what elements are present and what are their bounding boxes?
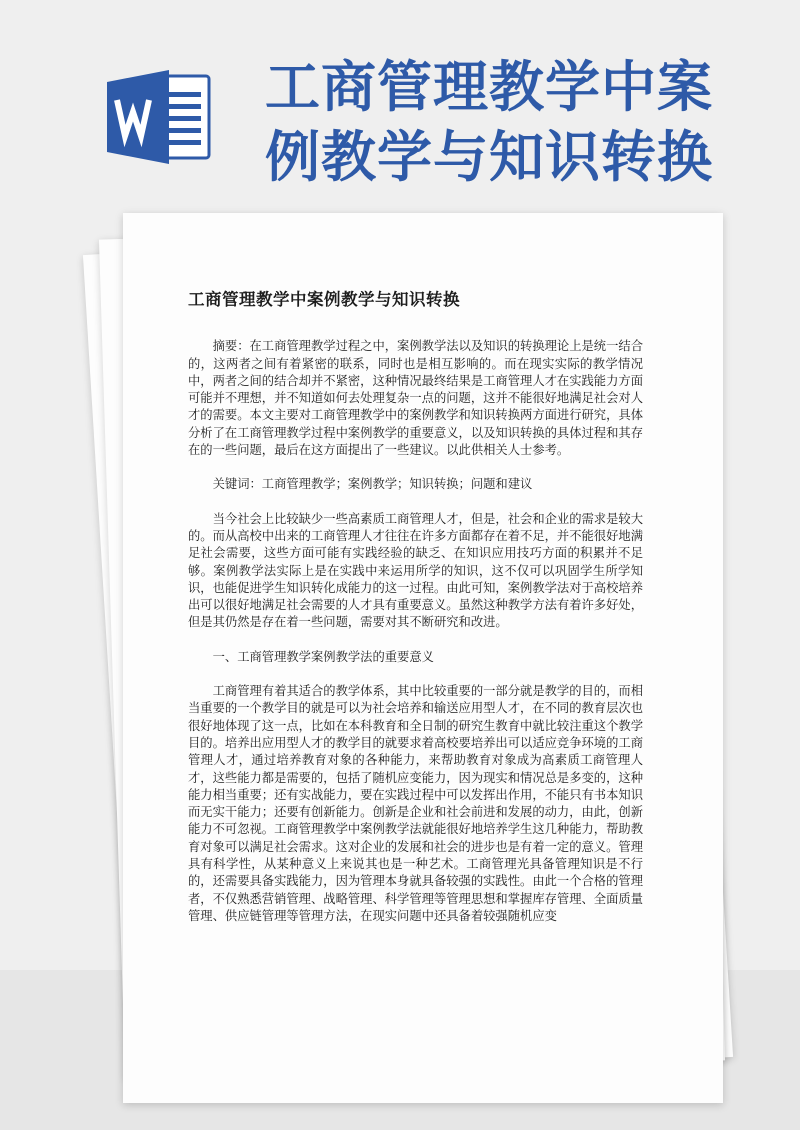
word-document-icon [107, 68, 213, 166]
document-body [188, 213, 643, 942]
keywords-paragraph: 关键词：工商管理教学；案例教学；知识转换；问题和建议 [212, 477, 533, 492]
intro-paragraph: 当今社会上比较缺少一些高素质工商管理人才，但是，社会和企业的需求是较大的。而从高校中出来的工商管理人才往往在许多方面都存在着不足，并不能很好地满足社会需要，这些方面可能有实践经验的缺乏、在知识应用技巧方面的积累并不足够。案例教学法实际上是在实践中来运用所学的知识，这不仅可以巩固学生所学知识，也能促进学生知识转化成能力的这一过程。由此可知，案例教学法对于高校培养出可以很好地满足社会需要的人才具有重要意义。虽然这种教学方法有着许多好处，但是其仍然是存在着一些问题，需要对其不断研究和改进。 [188, 511, 643, 630]
section-heading: 一、工商管理教学案例教学法的重要意义 [212, 649, 434, 664]
abstract-paragraph: 摘要：在工商管理教学过程之中，案例教学法以及知识的转换理论上是统一结合的，这两者之间有着紧密的联系，同时也是相互影响的。而在现实实际的教学情况中，两者之间的结合却并不紧密，这种情况最终结果是工商管理人才在实践能力方面可能并不理想，并不知道如何去处理复杂一点的问题，这并不能很好地满足社会对人才的需要。本文主要对工商管理教学中的案例教学和知识转换两方面进行研究，具体分析了在工商管理教学过程中案例教学的重要意义，以及知识转换的具体过程和其存在的一些问题，最后在这方面提出了一些建议。以此供相关人士参考。 [188, 339, 643, 458]
page-title: 工商管理教学中案例教学与知识转换 [265, 55, 714, 189]
document-page [123, 213, 723, 1103]
section-paragraph: 工商管理有着其适合的教学体系，其中比较重要的一部分就是教学的目的，而相当重要的一个教学目的就是可以为社会培养和输送应用型人才，在不同的教育层次也很好地体现了这一点，比如在本科教育和全日制的研究生教育中就比较注重这个教学目的。培养出应用型人才的教学目的就要求着高校要培养出可以适应竞争环境的工商管理人才，通过培养教育对象的各种能力，来帮助教育对象成为高素质工商管理人才，这些能力都是需要的，包括了随机应变能力，因为现实和情况总是多变的，这种能力相当重要；还有实战能力，要在实践过程中可以发挥出作用，不能只有书本知识而无实干能力；还要有创新能力。创新是企业和社会前进和发展的动力，由此，创新能力不可忽视。工商管理教学中案例教学法就能很好地培养学生这几种能力，帮助教育对象可以满足社会需求。这对企业的发展和社会的进步也是有着一定的意义。管理具有科学性，从某种意义上来说其也是一种艺术。工商管理光具备管理知识是不行的，还需要具备实践能力，因为管理本身就具备较强的实践性。由此一个合格的管理者，不仅熟悉营销管理、战略管理、科学管理等管理思想和掌握库存管理、全面质量管理、供应链管理等管理方法，在现实问题中还具备着较强随机应变 [188, 684, 643, 923]
document-title: 工商管理教学中案例教学与知识转换 [188, 290, 460, 309]
